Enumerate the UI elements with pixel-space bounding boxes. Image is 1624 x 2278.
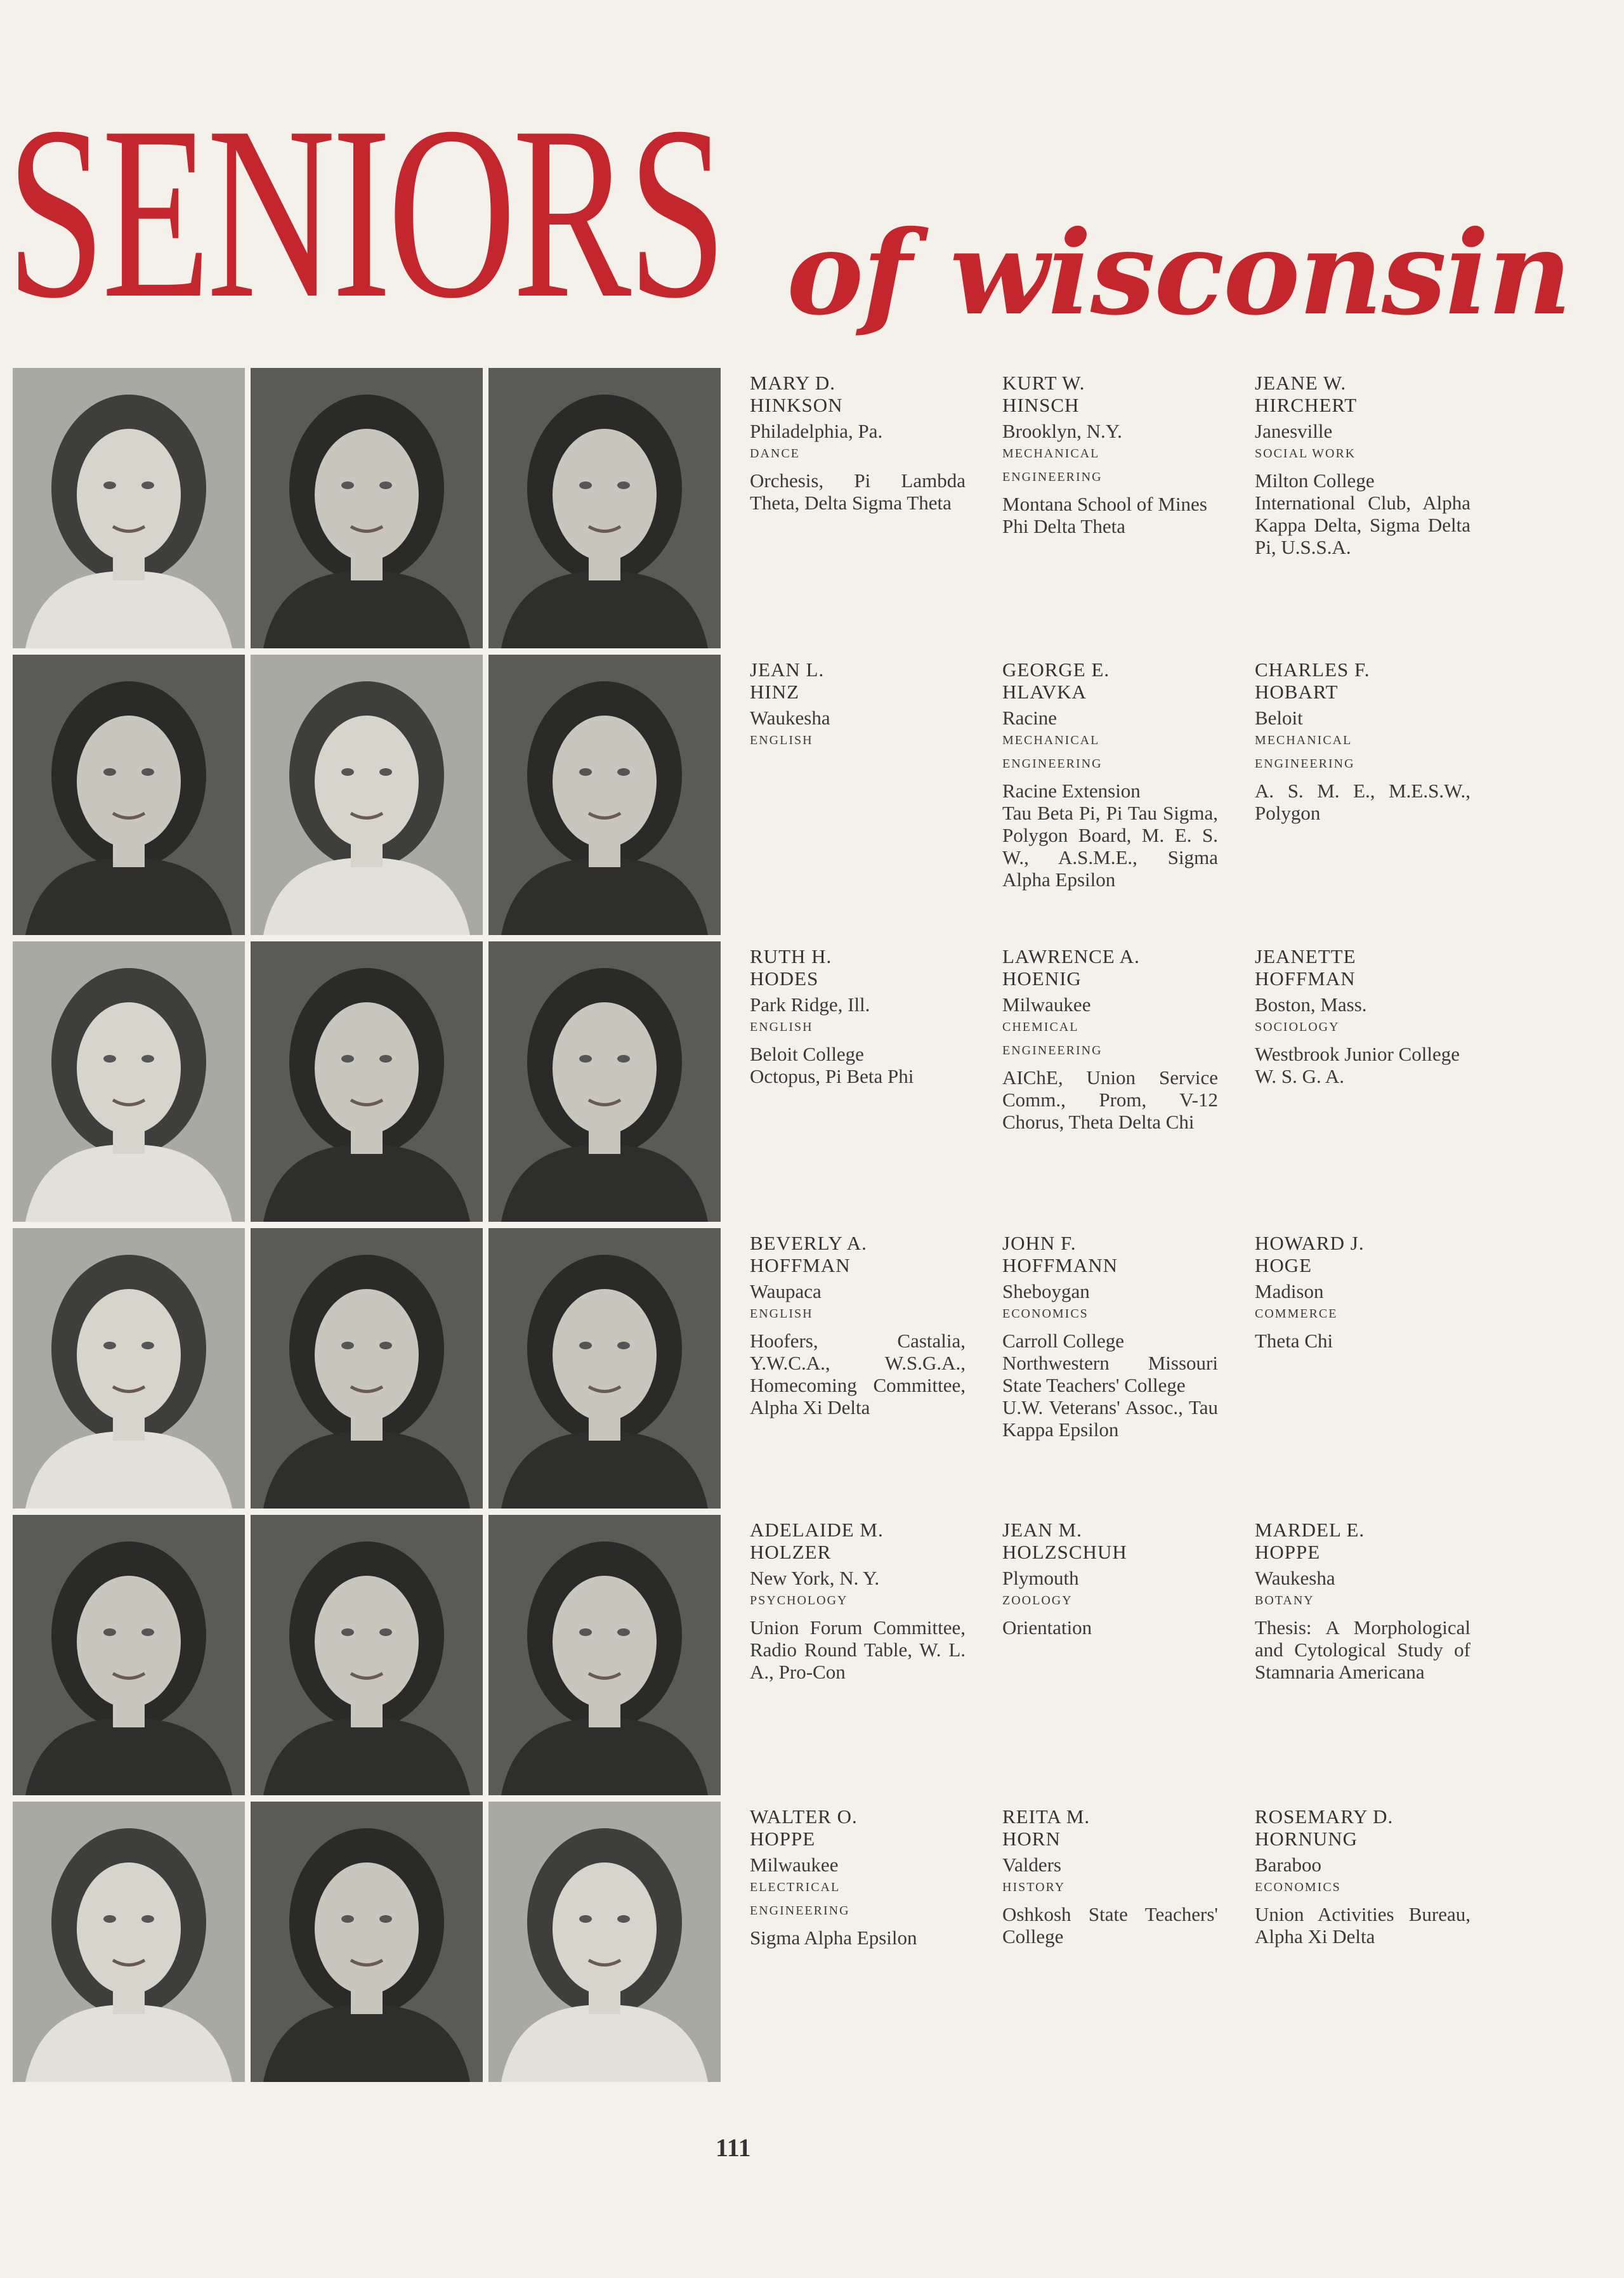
senior-hometown: Milwaukee (1002, 993, 1091, 1016)
senior-hometown: Valders (1002, 1854, 1061, 1876)
portrait-photo (488, 1515, 721, 1795)
portrait-photo (251, 1802, 483, 2082)
senior-entry (1002, 372, 1218, 537)
senior-name: WALTER O. HOPPE (750, 1805, 858, 1850)
senior-major: ECONOMICS (1002, 1307, 1089, 1321)
portrait-photo (13, 368, 245, 648)
portrait-photo (13, 1802, 245, 2082)
senior-name: CHARLES F. HOBART (1255, 658, 1370, 703)
senior-activities: Orchesis, Pi Lambda Theta, Delta Sigma Theta (750, 469, 966, 514)
senior-hometown: Waupaca (750, 1280, 822, 1302)
senior-major: SOCIOLOGY (1255, 1020, 1340, 1034)
senior-hometown: Waukesha (750, 707, 830, 729)
portrait-photo (488, 655, 721, 935)
portrait-photo (488, 368, 721, 648)
senior-entry (750, 1232, 966, 1418)
senior-entry (1002, 1805, 1218, 1947)
senior-entry (1002, 1519, 1218, 1639)
senior-hometown: Waukesha (1255, 1567, 1335, 1589)
senior-entry (750, 658, 966, 756)
senior-major: CHEMICAL ENGINEERING (1002, 1020, 1103, 1057)
portrait-photo (251, 1515, 483, 1795)
senior-name: RUTH H. HODES (750, 945, 832, 990)
senior-name: ROSEMARY D. HORNUNG (1255, 1805, 1394, 1850)
senior-name: MARDEL E. HOPPE (1255, 1519, 1365, 1563)
senior-activities: Racine Extension Tau Beta Pi, Pi Tau Sigma, Polygon Board, M. E. S. W., A.S.M.E., Sigma Alpha Epsilon (1002, 780, 1218, 891)
senior-major: SOCIAL WORK (1255, 447, 1356, 461)
senior-major: ENGLISH (750, 733, 813, 747)
senior-hometown: Boston, Mass. (1255, 993, 1367, 1016)
portrait-photo (488, 941, 721, 1222)
senior-major: BOTANY (1255, 1594, 1314, 1607)
senior-major: ENGLISH (750, 1020, 813, 1034)
senior-entry (1255, 1519, 1470, 1683)
senior-activities: Thesis: A Morphological and Cytological Study of Stamnaria Americana (1255, 1616, 1470, 1683)
senior-major: MECHANICAL ENGINEERING (1002, 447, 1103, 484)
senior-entry (1255, 1805, 1470, 1947)
page-number: 111 (716, 2133, 751, 2162)
senior-major: ECONOMICS (1255, 1880, 1341, 1894)
senior-major: ZOOLOGY (1002, 1594, 1073, 1607)
senior-entry (1255, 945, 1470, 1087)
senior-activities: A. S. M. E., M.E.S.W., Polygon (1255, 780, 1470, 824)
senior-hometown: Baraboo (1255, 1854, 1322, 1876)
senior-activities: Oshkosh State Teachers' College (1002, 1903, 1218, 1947)
senior-entry (1002, 1232, 1218, 1441)
portrait-photo (13, 1228, 245, 1509)
portrait-photo (251, 1228, 483, 1509)
senior-name: KURT W. HINSCH (1002, 372, 1085, 416)
senior-entry (1255, 658, 1470, 824)
senior-entry (750, 1805, 966, 1949)
senior-name: ADELAIDE M. HOLZER (750, 1519, 884, 1563)
portrait-photo (13, 655, 245, 935)
senior-entry (1255, 1232, 1470, 1352)
portrait-photo (251, 941, 483, 1222)
portrait-photo (488, 1802, 721, 2082)
senior-hometown: Janesville (1255, 420, 1333, 442)
senior-hometown: Beloit (1255, 707, 1303, 729)
senior-activities: Montana School of Mines Phi Delta Theta (1002, 493, 1207, 537)
senior-hometown: Sheboygan (1002, 1280, 1090, 1302)
senior-activities: Orientation (1002, 1616, 1092, 1639)
senior-hometown: Racine (1002, 707, 1058, 729)
senior-hometown: Park Ridge, Ill. (750, 993, 870, 1016)
senior-activities: Carroll College Northwestern Missouri State Teachers' College U.W. Veterans' Assoc., Tau Kappa Epsilon (1002, 1330, 1218, 1441)
senior-activities: Sigma Alpha Epsilon (750, 1927, 917, 1949)
senior-hometown: Plymouth (1002, 1567, 1079, 1589)
senior-activities: Union Activities Bureau, Alpha Xi Delta (1255, 1903, 1470, 1947)
senior-name: JEAN M. HOLZSCHUH (1002, 1519, 1127, 1563)
title-seniors: SENIORS (6, 75, 723, 350)
senior-name: GEORGE E. HLAVKA (1002, 658, 1110, 703)
senior-activities: AIChE, Union Service Comm., Prom, V-12 Chorus, Theta Delta Chi (1002, 1066, 1218, 1133)
senior-activities: Westbrook Junior College W. S. G. A. (1255, 1043, 1460, 1087)
senior-hometown: Milwaukee (750, 1854, 839, 1876)
senior-entry (750, 1519, 966, 1683)
senior-major: MECHANICAL ENGINEERING (1002, 733, 1103, 771)
title-of-wisconsin: of wisconsin (787, 205, 1571, 341)
senior-name: MARY D. HINKSON (750, 372, 843, 416)
senior-major: ENGLISH (750, 1307, 813, 1321)
portrait-photo (251, 368, 483, 648)
senior-major: HISTORY (1002, 1880, 1066, 1894)
senior-activities: Union Forum Committee, Radio Round Table, W. L. A., Pro-Con (750, 1616, 966, 1683)
senior-major: ELECTRICAL ENGINEERING (750, 1880, 850, 1918)
senior-hometown: Madison (1255, 1280, 1324, 1302)
senior-major: COMMERCE (1255, 1307, 1338, 1321)
senior-hometown: Philadelphia, Pa. (750, 420, 883, 442)
senior-name: JEAN L. HINZ (750, 658, 825, 703)
senior-entry (750, 945, 966, 1087)
senior-activities: Milton College International Club, Alpha Kappa Delta, Sigma Delta Pi, U.S.S.A. (1255, 469, 1470, 558)
senior-entry (1255, 372, 1470, 558)
senior-name: BEVERLY A. HOFFMAN (750, 1232, 867, 1276)
senior-hometown: Brooklyn, N.Y. (1002, 420, 1122, 442)
senior-activities: Beloit College Octopus, Pi Beta Phi (750, 1043, 914, 1087)
senior-activities: Hoofers, Castalia, Y.W.C.A., W.S.G.A., Homecoming Committee, Alpha Xi Delta (750, 1330, 966, 1418)
senior-name: LAWRENCE A. HOENIG (1002, 945, 1140, 990)
senior-name: HOWARD J. HOGE (1255, 1232, 1365, 1276)
senior-name: JOHN F. HOFFMANN (1002, 1232, 1118, 1276)
senior-major: DANCE (750, 447, 800, 461)
senior-major: MECHANICAL ENGINEERING (1255, 733, 1355, 771)
senior-name: REITA M. HORN (1002, 1805, 1090, 1850)
portrait-photo (488, 1228, 721, 1509)
senior-entry (1002, 945, 1218, 1133)
portrait-photo (13, 941, 245, 1222)
senior-entry (750, 372, 966, 514)
senior-name: JEANE W. HIRCHERT (1255, 372, 1358, 416)
senior-hometown: New York, N. Y. (750, 1567, 880, 1589)
senior-entry (1002, 658, 1218, 891)
senior-name: JEANETTE HOFFMAN (1255, 945, 1356, 990)
senior-major: PSYCHOLOGY (750, 1594, 848, 1607)
portrait-photo (251, 655, 483, 935)
portrait-photo (13, 1515, 245, 1795)
senior-activities: Theta Chi (1255, 1330, 1333, 1352)
